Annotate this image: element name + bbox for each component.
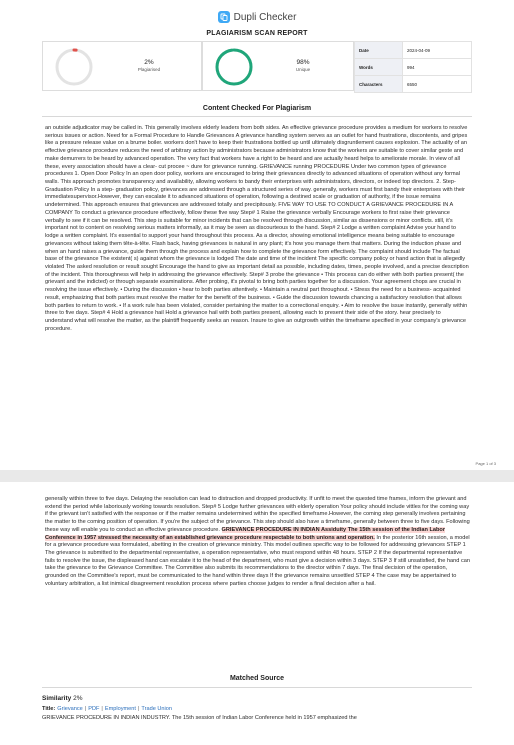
similarity-label: Similarity bbox=[42, 695, 72, 702]
report-meta-table bbox=[354, 41, 472, 93]
page-number: Page 1 of 3 bbox=[475, 461, 496, 466]
checked-content-text: an outside adjudicator may be called in. This generally involves elderly leaders from both sides. An effective grievance procedure provides a medium for workers to resolve serious issues or action. Need for a Formal Procedure to Handle Grievances A grievance handling system serves as an outlet for hand frustrations, discontents, and gripes like a pressure release value on a brume boiler. workers don't have to keep their frustrations bottled up until ultimately disgruntlement causes explosion. The actuality of an effective grievance procedure reduces the need of arbitrary action by administrators because administrators know that the workers are suitable to cover similar geste and make demurrers to be heard by advanced operation. The very fact that workers have a right to be heard and are actually heard helps to ameliorate morale. In view of all these, every association should have a clear- cut procee ~ dure for grievance running. GRIEVANCE running PROCEDURE Under two common types of grievance procedures 1. Open Door Policy In an open door policy, workers are encouraged to bring their grievances directly to advanced situations of operation without any formal walls. This approach promotes transparency and availability, allowing workers to bandy their enterprises with administrators, directors, or indeed top directors. 2. Step- Graduation Policy In a step- graduation policy, grievances are addressed through a structured series of way. generally, workers must first bandy their enterprises with their immediatesupervisor.However, they can escalate it to advanced situations of operation, following a destined scale or graduation of authority, if the issue remains undetermined. This approach ensures that grievances are addressed totally and precipitously. FIVE WAY TO USE TO CONDUCT A GRIEVANCE PROCEDURE IN A COMPANY To conduct a grievance procedure effectively, follow these five way Step# 1 Raise the grievance verbally Encourage workers to first raise their grievance verbally to see if it can be resolved. This step is suitable for minor incidents that can be resolved through discussion, similar as dissensions or minor conflicts. still, it's important not to content on resolving serious matters informally, as it may be seen as discourteous to the hand. Step# 2 Lodge a written complaint Advise your hand to lodge a written complaint. It's essential to support your hand throughout this process. As a director, showing emotional intelligence means being suitable to encourage grievances without taking them tête-à-tête. Flash back, having grievances is natural in any plant; it's how you manage them that matters. During the induction phase and when an hand raises a grievance, guide them through the process and explain how to complete the grievance form effectively. The complaint should include The factual base of the grievance The existent( s) against whom the grievance is lodged The date and time of the incident The specific company policy or hand action that is allegedly violated The asked resolution or result sought Encourage the hand to give as important detail as possible, including dates, times, people involved, and a precise description of the incident. This thoroughness will help in addressing the grievance effectively. Step# 3 probe the grievance • This process can do either with both parties present( the grievant and the indicted) or through separate examinations. After probing, it's pivotal to bring both parties together for a discussion. Your agreement chops are crucial in resolving the issue effectively. • During the discussion • hear to both parties attentively. • Maintain a neutral part throughout. • Stress the need for a business- acquainted result, emphasizing that both parties must resolve the matter for the benefit of the business. • Guide the discussion towards chancing a satisfactory resolution that allows both parties to return to work. • If a work rule has been violated, consider pertaining the matter to a correctional enquiry. • Aim to resolve the issue instantly, generally within three to five days. Step# 4 Hold a grievance hail Hold a grievance hail with both parties present, allowing each to present their side of the story. hear precisely to understand what will resolve the matter, as the plaintiff frequently seeks an reason. Insure to give an outgrowth within the timeframe specified in your company's grievance procedure. bbox=[45, 125, 469, 332]
unique-ring-chart bbox=[213, 46, 255, 88]
meta-key: Date bbox=[355, 42, 403, 59]
source-tag-link[interactable]: Trade Union bbox=[141, 706, 172, 712]
similarity-value: 2% bbox=[73, 695, 83, 702]
plagiarised-card bbox=[42, 41, 202, 91]
meta-key: Words bbox=[355, 59, 403, 76]
matched-source-title: Matched Source bbox=[229, 675, 285, 682]
source-title-row bbox=[42, 706, 172, 712]
matched-source-snippet: GRIEVANCE PROCEDURE IN INDIAN INDUSTRY. The 15th session of Indian Labor Conference held in 1957 emphasized the bbox=[42, 715, 357, 721]
checked-content-text-continued bbox=[45, 496, 470, 671]
tag-separator: | bbox=[84, 706, 87, 712]
meta-value: 994 bbox=[403, 59, 472, 76]
dupli-checker-logo-icon bbox=[218, 11, 230, 23]
divider bbox=[42, 687, 472, 688]
unique-card bbox=[202, 41, 354, 91]
report-title: PLAGIARISM SCAN REPORT bbox=[206, 30, 308, 37]
meta-row-words bbox=[355, 59, 472, 76]
tag-separator: | bbox=[137, 706, 140, 712]
content-paragraph: generally within three to five days. Delaying the resolution can lead to distraction and dropped productivity. If unfit to meet the quested time frames, inform the grievant and extend the period while laboriously working towards resolution. Step# 5 Lodge further grievances with elderly operation Your policy should include vittles for the coming way if the grievant isn't satisfied with the response or if the matter remains undetermined within the specified timeframe.However, the coming step generally involves pertaining the matter to the coming position of operation. If you're the subject of the grievance. This step should also have a timeframe, generally between three to five days. Following these way will enable you to conduct an effective grievance procedure. bbox=[45, 496, 470, 533]
meta-row-date bbox=[355, 42, 472, 59]
brand-header[interactable] bbox=[0, 10, 514, 24]
source-tag-link[interactable]: Grievance bbox=[57, 706, 83, 712]
brand-name: Dupli Checker bbox=[233, 11, 297, 23]
content-paragraph: In the posterior 16th session, a model for a grievance procedure was formulated, abetting in the creation of grievance ministry. This model outlines specific way to be followed for addressing grievances STEP 1 The grievance is submitted to the departmental representative, a operation representative, who must respond within 48 hours. STEP 2 If the departmental representative fails to resolve the issue, the displeased hand can escalate it to the head of the department, who must give a decision within 3 days. STEP 3 If still unsatisfied, the hand can take the grievance to the Grievance Committee. The Committee also submits its recommendations to the director within 7 days. The final decision of the operation, grounded on the Committee's report, must be communicated to the hand within three days If the grievance remains unsettled STEP 4 The case may be appertained to voluntary arbitration, a list inimical disagreement resolution process where parties choose judges to render a final decision after a hail. bbox=[45, 534, 470, 587]
plagiarised-highlight[interactable]: GRIEVANCE PROCEDURE IN INDIAN Assiduity The 15th session of the Indian Labor Conference in 1957 stressed the necessity of an established grievance procedure respectable to both unions and operation. bbox=[45, 526, 445, 541]
meta-value: 6550 bbox=[403, 76, 472, 93]
divider bbox=[42, 116, 472, 117]
source-tag-link[interactable]: PDF bbox=[88, 706, 100, 712]
unique-value: 98% bbox=[296, 59, 310, 66]
plagiarised-ring-chart bbox=[53, 46, 95, 88]
source-title-label: Title: bbox=[42, 706, 56, 712]
tag-separator: | bbox=[101, 706, 103, 712]
meta-value: 2024-04-09 bbox=[403, 42, 472, 59]
plagiarised-label: Plagiarised bbox=[137, 67, 161, 72]
similarity-row bbox=[42, 695, 82, 702]
content-checked-title: Content Checked For Plagiarism bbox=[202, 105, 312, 112]
report-page-2 bbox=[0, 482, 514, 745]
plagiarised-value: 2% bbox=[144, 59, 154, 66]
meta-key: Characters bbox=[355, 76, 403, 93]
unique-label: Unique bbox=[295, 67, 311, 72]
source-tag-link[interactable]: Employment bbox=[104, 706, 136, 712]
meta-row-characters bbox=[355, 76, 472, 93]
unique-ring-fill bbox=[217, 50, 251, 84]
